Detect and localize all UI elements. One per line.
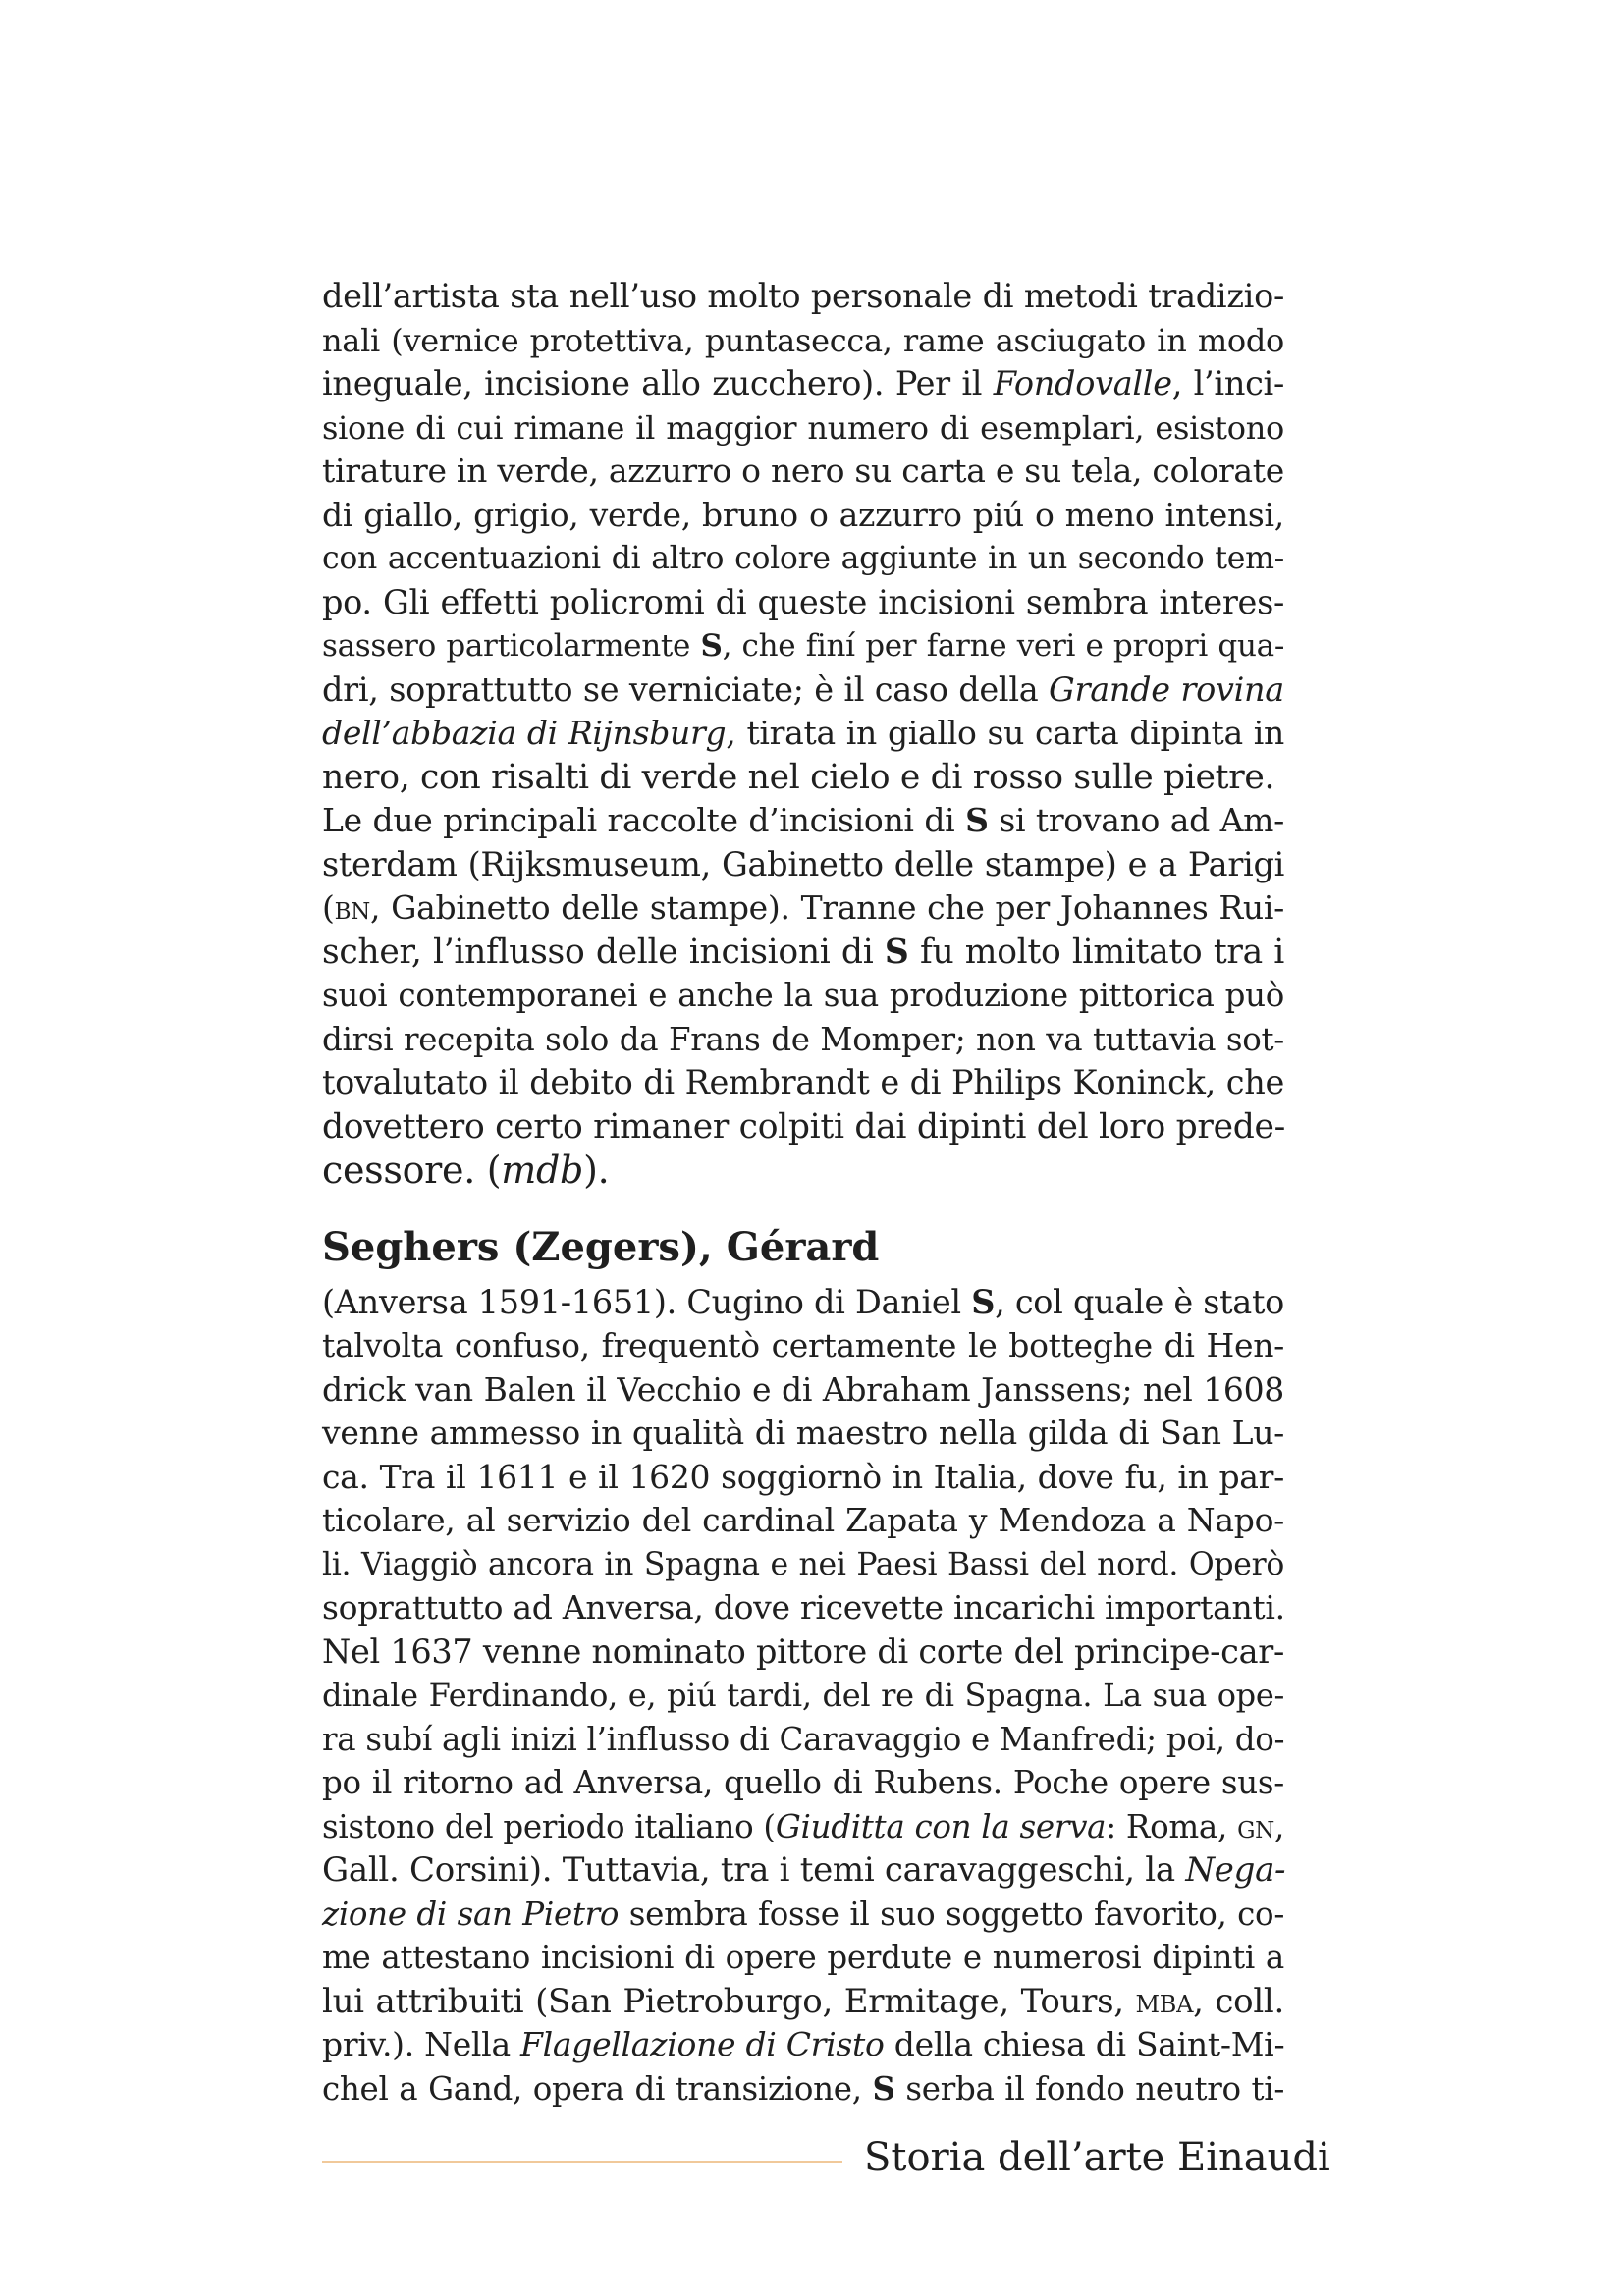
text-line: po. Gli effetti policromi di queste incisioni sembra interes-: [322, 582, 1284, 621]
artist-initial: S: [884, 932, 909, 972]
text-line: dri, soprattutto se verniciate; è il caso della Grande rovina: [322, 669, 1284, 709]
text-line: sassero particolarmente S, che finí per farne veri e propri qua-: [322, 628, 1284, 664]
text-line: tovalutato il debito di Rembrandt e di Philips Koninck, che: [322, 1063, 1284, 1101]
text-line: soprattutto ad Anversa, dove ricevette incarichi importanti.: [322, 1588, 1285, 1627]
text-line: cessore. (mdb).: [322, 1148, 610, 1192]
footer-title: Storia dell’arte Einaudi: [864, 2135, 1330, 2180]
text-line: scher, l’influsso delle incisioni di S fu molto limitato tra i: [322, 932, 1285, 972]
entry-body: [322, 1281, 1284, 2111]
text-line: nali (vernice protettiva, puntasecca, rame asciugato in modo: [322, 321, 1284, 359]
artwork-title: dell’abbazia di Rijnsburg: [322, 714, 727, 752]
artwork-title: Flagellazione di Cristo: [520, 2025, 885, 2063]
text-line: ineguale, incisione allo zucchero). Per il Fondovalle, l’inci-: [322, 364, 1284, 402]
text-line: ticolare, al servizio del cardinal Zapata y Mendoza a Napo-: [322, 1501, 1284, 1539]
text-line: talvolta confuso, frequentò certamente le botteghe di Hen-: [322, 1326, 1284, 1364]
artwork-title: Fondovalle: [993, 364, 1172, 402]
artist-initial: S: [872, 2068, 895, 2108]
text-line: Nel 1637 venne nominato pittore di corte del principe-car-: [322, 1631, 1284, 1671]
abbreviation: mba: [1135, 1981, 1194, 2021]
text-line: sione di cui rimane il maggior numero di esemplari, esistono: [322, 408, 1284, 447]
page-body: [322, 275, 1284, 2110]
text-line: dovettero certo rimaner colpiti dai dipinti del loro prede-: [322, 1106, 1285, 1147]
text-line: drick van Balen il Vecchio e di Abraham Janssens; nel 1608: [322, 1369, 1284, 1409]
artwork-title: Grande rovina: [1049, 669, 1284, 709]
text-line: zione di san Pietro sembra fosse il suo soggetto favorito, co-: [322, 1895, 1284, 1933]
text-line: dell’abbazia di Rijnsburg, tirata in giallo su carta dipinta in: [322, 714, 1284, 752]
text-line: ra subí agli inizi l’influsso di Caravaggio e Manfredi; poi, do-: [322, 1720, 1285, 1758]
text-line: suoi contemporanei e anche la sua produzione pittorica può: [322, 977, 1284, 1014]
text-line: (bn, Gabinetto delle stampe). Tranne che per Johannes Rui-: [322, 888, 1284, 927]
text-line: con accentuazioni di altro colore aggiunte in un secondo tem-: [322, 541, 1284, 576]
artist-initial: S: [971, 1282, 996, 1321]
abbreviation: gn: [1237, 1807, 1274, 1845]
text-line: tirature in verde, azzurro o nero su carta e su tela, colorate: [322, 452, 1284, 490]
footer-divider: [322, 2161, 842, 2163]
text-line: sterdam (Rijksmuseum, Gabinetto delle stampe) e a Parigi: [322, 844, 1284, 883]
text-line: Le due principali raccolte d’incisioni di S si trovano ad Am-: [322, 801, 1284, 839]
text-line: lui attribuiti (San Pietroburgo, Ermitage, Tours, mba, coll.: [322, 1981, 1284, 2021]
text-line: sistono del periodo italiano (Giuditta con la serva: Roma, gn,: [322, 1807, 1284, 1845]
text-line: (Anversa 1591-1651). Cugino di Daniel S, col quale è stato: [322, 1282, 1284, 1321]
text-line: li. Viaggiò ancora in Spagna e nei Paesi Bassi del nord. Operò: [322, 1546, 1284, 1582]
artwork-title: zione di san Pietro: [322, 1895, 620, 1933]
text-line: po il ritorno ad Anversa, quello di Rubens. Poche opere sus-: [322, 1764, 1284, 1801]
text-line: dirsi recepita solo da Frans de Momper; non va tuttavia sot-: [322, 1020, 1284, 1058]
text-line: ca. Tra il 1611 e il 1620 soggiornò in Italia, dove fu, in par-: [322, 1457, 1284, 1496]
text-line: dell’artista sta nell’uso molto personale di metodi tradizio-: [322, 277, 1284, 315]
text-line: priv.). Nella Flagellazione di Cristo della chiesa di Saint-Mi-: [322, 2025, 1285, 2063]
artist-initial: S: [700, 628, 723, 664]
artwork-title: Nega-: [1185, 1850, 1286, 1890]
entry-heading: Seghers (Zegers), Gérard: [322, 1223, 880, 1270]
text-line: di giallo, grigio, verde, bruno o azzurro piú o meno intensi,: [322, 495, 1284, 534]
abbreviation: bn: [334, 888, 371, 927]
text-line: venne ammesso in qualità di maestro nella gilda di San Lu-: [322, 1414, 1284, 1452]
text-line: me attestano incisioni di opere perdute e numerosi dipinti a: [322, 1939, 1284, 1976]
artist-initial: S: [965, 801, 989, 839]
paragraph-continuation: [322, 275, 1284, 799]
text-line: chel a Gand, opera di transizione, S serba il fondo neutro ti-: [322, 2068, 1285, 2108]
text-line: Gall. Corsini). Tuttavia, tra i temi caravaggeschi, la Nega-: [322, 1850, 1286, 1890]
text-line: nero, con risalti di verde nel cielo e di rosso sulle pietre.: [322, 757, 1275, 797]
text-line: dinale Ferdinando, e, piú tardi, del re di Spagna. La sua ope-: [322, 1677, 1284, 1714]
paragraph-collections: [322, 799, 1284, 1193]
author-initials: mdb: [501, 1148, 584, 1192]
artwork-title: Giuditta con la serva: [775, 1807, 1107, 1845]
